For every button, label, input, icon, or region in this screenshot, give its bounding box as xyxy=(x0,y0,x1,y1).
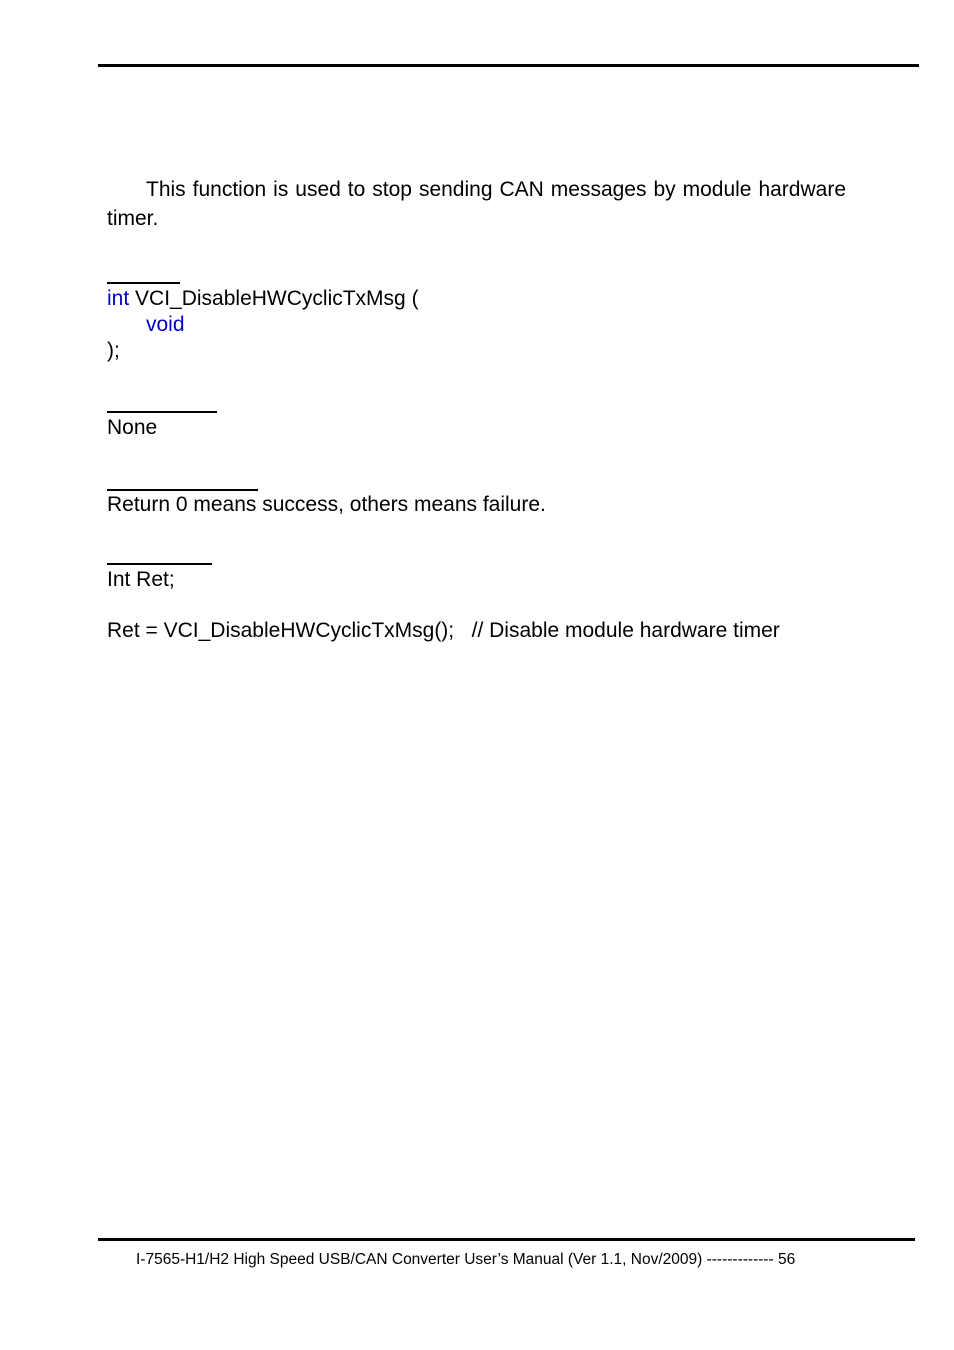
function-name: VCI_DisableHWCyclicTxMsg ( xyxy=(135,287,419,310)
param-keyword: void xyxy=(146,313,185,336)
footer-rule xyxy=(98,1238,915,1241)
return-text: Return 0 means success, others means failure. xyxy=(107,493,546,516)
return-heading-rule xyxy=(107,489,258,491)
parameter-heading-rule xyxy=(107,411,217,413)
example-line-2: Ret = VCI_DisableHWCyclicTxMsg(); // Disable module hardware timer xyxy=(107,619,780,642)
example-heading-rule xyxy=(107,563,212,565)
example-line-1: Int Ret; xyxy=(107,568,175,591)
syntax-close: ); xyxy=(107,339,120,362)
syntax-signature-line xyxy=(107,286,419,312)
syntax-heading-rule xyxy=(107,282,180,284)
header-rule xyxy=(98,64,919,67)
page-footer: I-7565-H1/H2 High Speed USB/CAN Converter User’s Manual (Ver 1.1, Nov/2009) ------------- 56 xyxy=(136,1251,796,1268)
description-text: This function is used to stop sending CAN messages by module hardware timer. xyxy=(107,178,846,230)
return-type-keyword: int xyxy=(107,287,130,310)
parameter-text: None xyxy=(107,416,158,439)
